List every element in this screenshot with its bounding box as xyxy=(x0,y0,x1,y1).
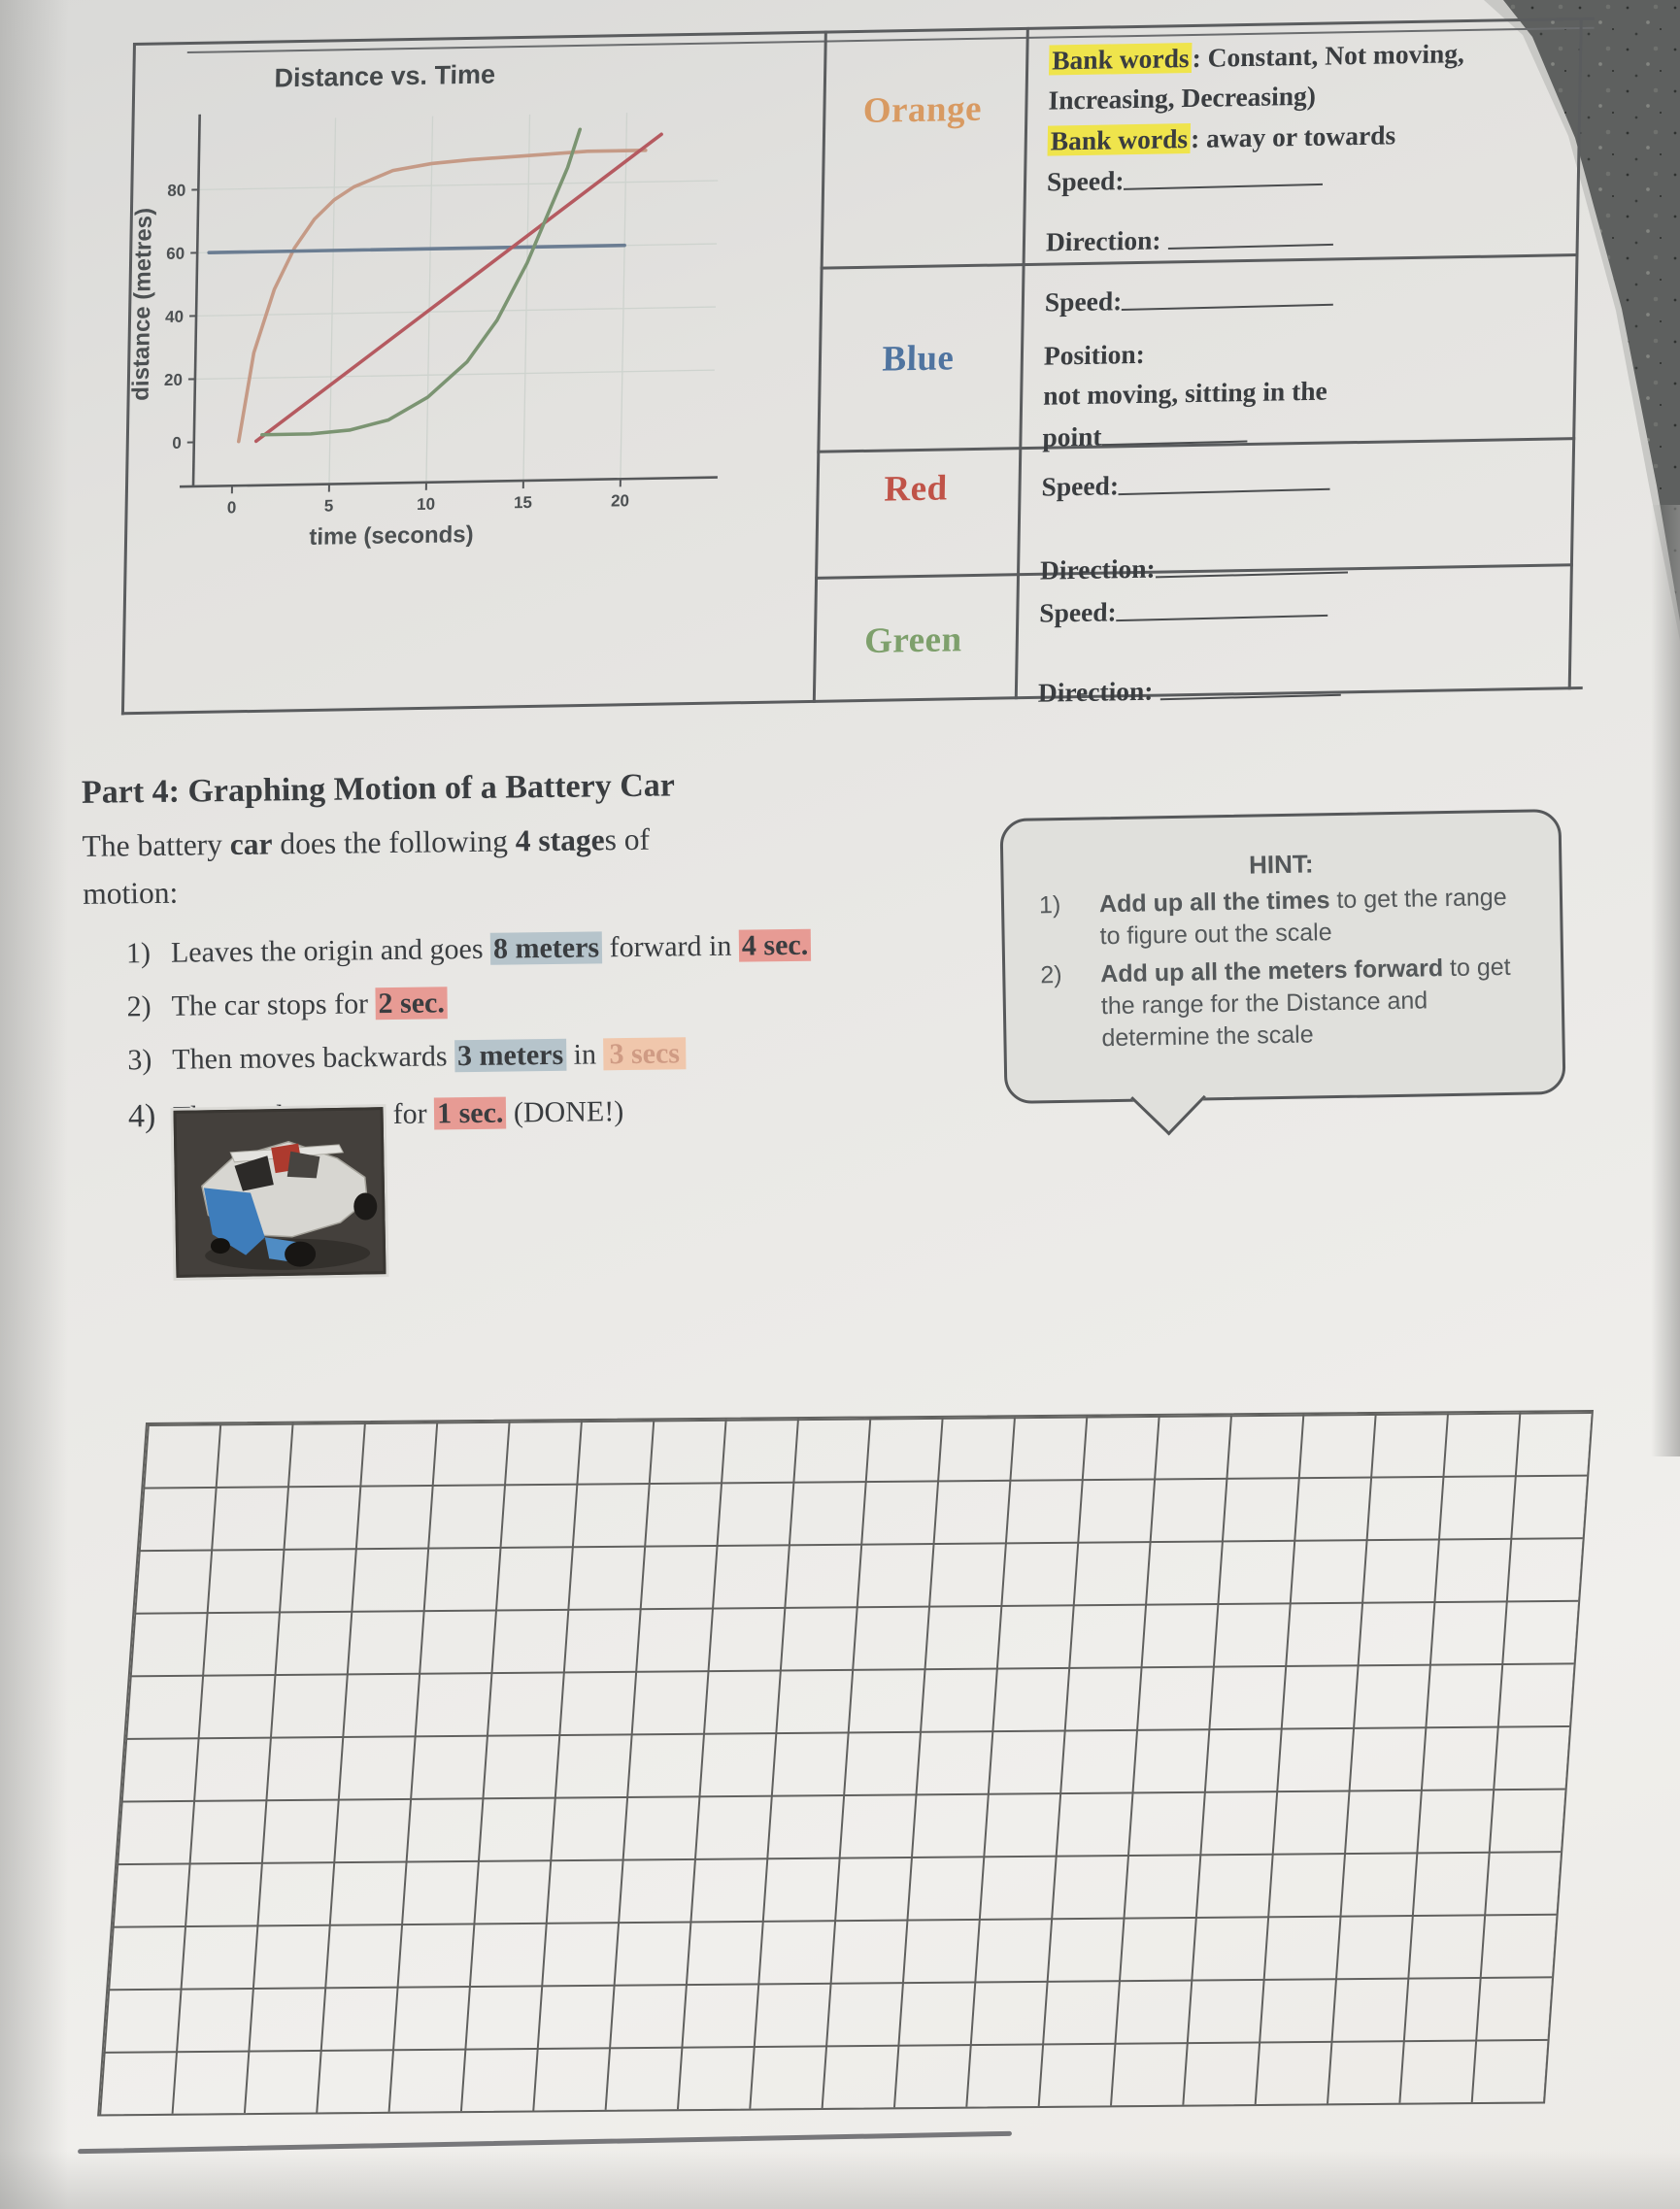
bank-words-highlight: Bank words xyxy=(1049,43,1193,76)
svg-text:20: 20 xyxy=(163,370,184,389)
speed-label: Speed: xyxy=(1039,596,1118,628)
item-text: Then moves backwards xyxy=(172,1039,455,1076)
hint-title: HINT: xyxy=(1248,849,1314,880)
hint-rest: to get the range for the Distance and determine the scale xyxy=(1100,953,1511,1053)
direction-label: Direction: xyxy=(1039,552,1156,586)
item-number: 4) xyxy=(127,1097,156,1134)
meters-highlight: 8 meters xyxy=(490,931,603,964)
speed-blank-line xyxy=(1047,151,1577,202)
svg-text:Distance vs. Time: Distance vs. Time xyxy=(274,59,496,93)
seconds-highlight: 4 sec. xyxy=(739,928,812,961)
item-number: 2) xyxy=(126,989,151,1022)
point-label: point xyxy=(1042,420,1102,452)
page-bottom-shadow xyxy=(0,2151,1680,2209)
blank-line xyxy=(1124,155,1323,190)
bank-words-line-2: Increasing, Decreasing) xyxy=(1048,80,1317,116)
hint-bold: Add up all the meters forward xyxy=(1100,954,1444,988)
orange-answer-cell xyxy=(1046,31,1579,262)
intro-line2: motion: xyxy=(83,875,179,911)
point-blank-line xyxy=(1042,407,1572,457)
hint-bubble-tail xyxy=(1130,1060,1206,1136)
hint-item-2 xyxy=(1040,951,1562,1055)
battery-car-photo xyxy=(174,1107,386,1278)
intro-text: The battery xyxy=(82,827,231,863)
blank-line xyxy=(1119,460,1330,495)
intro-bold-car: car xyxy=(229,826,273,862)
direction-label: Direction: xyxy=(1037,675,1154,708)
item-number: 1) xyxy=(125,936,151,969)
answer-table xyxy=(813,17,1583,708)
blank-graph-grid xyxy=(97,1410,1594,2116)
direction-blank-line xyxy=(1038,662,1568,713)
item-text: for xyxy=(392,1097,427,1130)
speed-blank-line xyxy=(1039,583,1569,633)
svg-text:40: 40 xyxy=(164,307,185,326)
blank-line xyxy=(1117,586,1328,621)
row-label-orange: Orange xyxy=(862,88,983,131)
seconds-faded-highlight: 3 secs xyxy=(603,1037,686,1070)
hint-text xyxy=(1099,882,1518,953)
item-text: The car stops for xyxy=(171,987,376,1022)
blank-line xyxy=(1122,276,1333,311)
svg-text:15: 15 xyxy=(513,492,533,513)
intro-text: s of xyxy=(604,821,651,857)
svg-text:10: 10 xyxy=(416,494,436,514)
bank-words-options: : Constant, Not moving, xyxy=(1192,38,1465,73)
speed-blank-line xyxy=(1041,456,1571,507)
row-label-red: Red xyxy=(884,468,949,510)
item-text: forward in xyxy=(601,929,740,963)
page-left-shadow xyxy=(0,0,68,2209)
row-label-green: Green xyxy=(863,619,962,661)
svg-text:0: 0 xyxy=(172,433,182,452)
toy-car-illustration xyxy=(174,1107,386,1278)
speed-label: Speed: xyxy=(1041,470,1120,502)
green-answer-cell xyxy=(1038,583,1569,713)
blank-line xyxy=(1159,666,1340,700)
blank-line xyxy=(1102,412,1248,446)
direction-blank-line xyxy=(1040,540,1570,590)
svg-text:distance (metres): distance (metres) xyxy=(127,207,158,401)
bank-words-options-2: : away or towards xyxy=(1190,118,1396,153)
blank-line xyxy=(1167,216,1332,250)
position-text: not moving, sitting in the xyxy=(1042,375,1328,412)
bank-words-highlight: Bank words xyxy=(1048,122,1192,155)
intro-bold-stages: 4 stage xyxy=(515,822,605,858)
hint-item-1 xyxy=(1039,881,1561,954)
svg-text:0: 0 xyxy=(226,498,237,518)
item-number: 3) xyxy=(127,1043,152,1076)
hint-number: 2) xyxy=(1040,960,1062,989)
intro-text: does the following xyxy=(272,823,516,861)
row-label-blue: Blue xyxy=(882,338,955,380)
position-label: Position: xyxy=(1043,338,1146,371)
stage-item-3 xyxy=(127,1027,1017,1082)
stage-item-1 xyxy=(126,920,1016,975)
part4-intro xyxy=(82,812,1015,918)
item-text: in xyxy=(565,1037,604,1071)
svg-text:80: 80 xyxy=(167,181,186,200)
blue-answer-cell xyxy=(1042,272,1574,456)
item-text: Leaves the origin and goes xyxy=(170,932,491,969)
part4-section xyxy=(82,763,1019,1141)
meters-highlight: 3 meters xyxy=(454,1038,567,1071)
hint-rest: to get the range to figure out the scale xyxy=(1099,883,1507,951)
page-right-shadow xyxy=(1651,505,1680,1456)
svg-text:20: 20 xyxy=(610,491,630,511)
bottom-rule-line xyxy=(78,2131,1012,2154)
hint-bold: Add up all the times xyxy=(1098,887,1330,919)
chart-canvas xyxy=(123,49,803,604)
svg-text:time (seconds): time (seconds) xyxy=(309,520,474,551)
blank-line xyxy=(1156,544,1348,579)
svg-text:5: 5 xyxy=(323,496,334,516)
speed-label: Speed: xyxy=(1044,285,1123,318)
hint-number: 1) xyxy=(1038,890,1061,920)
motion-stages-list xyxy=(84,920,1019,1142)
speed-label: Speed: xyxy=(1046,164,1125,197)
hint-text xyxy=(1100,952,1520,1054)
red-answer-cell xyxy=(1040,456,1571,590)
done-text: (DONE!) xyxy=(506,1094,624,1129)
seconds-highlight: 2 sec. xyxy=(375,987,448,1020)
svg-text:60: 60 xyxy=(166,244,185,263)
direction-label: Direction: xyxy=(1045,224,1161,257)
distance-vs-time-chart xyxy=(123,49,803,604)
chart-and-table-panel xyxy=(121,17,1595,716)
stage-item-2 xyxy=(126,974,1016,1028)
hint-bubble xyxy=(999,809,1565,1104)
seconds-highlight: 1 sec. xyxy=(434,1096,507,1129)
part4-heading: Part 4: Graphing Motion of a Battery Car xyxy=(81,767,676,811)
